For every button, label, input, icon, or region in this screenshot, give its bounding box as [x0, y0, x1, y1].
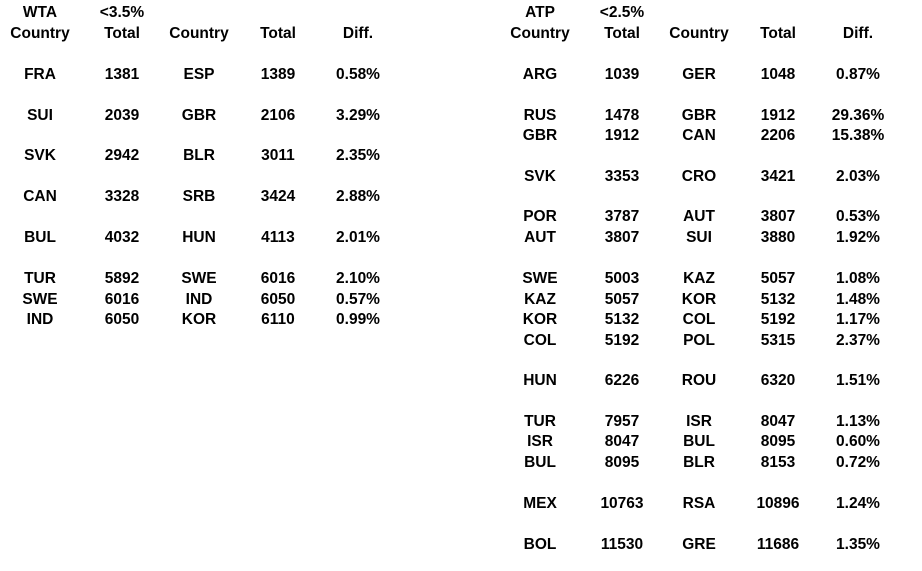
- atp-row-country-a-cell: BOL: [523, 536, 557, 553]
- atp-row-total-b-cell: 8095: [760, 433, 796, 450]
- atp-row-diff-cell: 1.08%: [836, 270, 880, 287]
- atp-row-total-b-cell: 5057: [760, 270, 796, 287]
- atp-row-country-b-cell: BLR: [683, 454, 715, 471]
- wta-row-country-a-cell: BUL: [24, 229, 56, 246]
- atp-row-diff-cell: 0.72%: [836, 454, 880, 471]
- atp-row-diff-cell: 1.35%: [836, 536, 880, 553]
- atp-threshold-label: <2.5%: [599, 4, 645, 21]
- atp-row-total-b-cell: 5132: [760, 291, 796, 308]
- atp-row-country-a-cell: GBR: [522, 127, 558, 144]
- atp-row-total-a-cell: 3787: [604, 208, 640, 225]
- wta-row-diff-cell: 0.58%: [336, 66, 380, 83]
- wta-header-country-a: Country: [10, 25, 70, 42]
- wta-row-country-b-cell: KOR: [181, 311, 217, 328]
- atp-row-country-a-cell: ARG: [522, 66, 558, 83]
- atp-row-total-a-cell: 11530: [600, 536, 644, 553]
- atp-row-country-b-cell: ROU: [681, 372, 717, 389]
- wta-row-total-b-cell: 2106: [260, 107, 296, 124]
- atp-row-country-b-cell: CAN: [682, 127, 716, 144]
- wta-row-country-b-cell: HUN: [182, 229, 216, 246]
- wta-row-country-b-cell: BLR: [183, 147, 215, 164]
- atp-row-diff-cell: 1.17%: [836, 311, 880, 328]
- atp-row-country-a-cell: COL: [523, 332, 557, 349]
- atp-row-total-b-cell: 3807: [760, 208, 796, 225]
- wta-row-country-b-cell: SWE: [181, 270, 217, 287]
- atp-row-total-b-cell: 5192: [760, 311, 796, 328]
- wta-row-total-b-cell: 6016: [260, 270, 296, 287]
- wta-header-total-a: Total: [104, 25, 140, 42]
- wta-header-country-b: Country: [169, 25, 229, 42]
- atp-header-diff: Diff.: [842, 25, 874, 42]
- atp-row-diff-cell: 2.03%: [836, 168, 880, 185]
- wta-row-diff-cell: 2.88%: [336, 188, 380, 205]
- atp-row-country-b-cell: POL: [683, 332, 715, 349]
- atp-row-diff-cell: 15.38%: [831, 127, 885, 144]
- atp-row-diff-cell: 2.37%: [836, 332, 880, 349]
- wta-row-diff-cell: 2.10%: [336, 270, 380, 287]
- wta-row-country-b-cell: ESP: [183, 66, 215, 83]
- atp-row-total-a-cell: 5132: [604, 311, 640, 328]
- wta-row-country-b-cell: GBR: [181, 107, 217, 124]
- atp-row-country-a-cell: KAZ: [524, 291, 556, 308]
- wta-row-total-b-cell: 3424: [260, 188, 296, 205]
- atp-row-total-a-cell: 5057: [604, 291, 640, 308]
- wta-row-country-a-cell: CAN: [23, 188, 57, 205]
- atp-row-country-b-cell: KAZ: [683, 270, 715, 287]
- wta-row-total-a-cell: 1381: [104, 66, 140, 83]
- atp-row-country-a-cell: POR: [523, 208, 557, 225]
- atp-row-total-b-cell: 10896: [756, 495, 800, 512]
- atp-row-diff-cell: 1.92%: [836, 229, 880, 246]
- atp-row-country-b-cell: GRE: [682, 536, 716, 553]
- atp-row-total-b-cell: 11686: [756, 536, 800, 553]
- wta-row-country-a-cell: SVK: [24, 147, 56, 164]
- atp-row-country-b-cell: CRO: [681, 168, 717, 185]
- atp-row-country-b-cell: COL: [682, 311, 716, 328]
- wta-row-total-b-cell: 1389: [260, 66, 296, 83]
- atp-row-total-b-cell: 2206: [760, 127, 796, 144]
- wta-row-total-a-cell: 4032: [104, 229, 140, 246]
- wta-row-total-a-cell: 3328: [104, 188, 140, 205]
- atp-row-country-b-cell: ISR: [686, 413, 712, 430]
- atp-row-country-b-cell: GER: [682, 66, 716, 83]
- atp-header-country-b: Country: [669, 25, 729, 42]
- atp-row-total-a-cell: 3353: [604, 168, 640, 185]
- wta-row-country-b-cell: SRB: [182, 188, 216, 205]
- atp-header-country-a: Country: [510, 25, 570, 42]
- wta-row-country-a-cell: SUI: [27, 107, 53, 124]
- wta-row-country-a-cell: TUR: [24, 270, 56, 287]
- atp-row-total-a-cell: 5192: [604, 332, 640, 349]
- atp-row-country-a-cell: SWE: [522, 270, 558, 287]
- atp-header-total-a: Total: [604, 25, 640, 42]
- atp-row-diff-cell: 1.51%: [836, 372, 880, 389]
- atp-row-diff-cell: 0.53%: [836, 208, 880, 225]
- atp-row-total-b-cell: 1048: [760, 66, 796, 83]
- wta-row-total-a-cell: 2942: [104, 147, 140, 164]
- wta-row-diff-cell: 0.99%: [336, 311, 380, 328]
- wta-row-country-a-cell: IND: [26, 311, 54, 328]
- wta-row-total-a-cell: 5892: [104, 270, 140, 287]
- atp-row-diff-cell: 0.60%: [836, 433, 880, 450]
- atp-row-total-a-cell: 3807: [604, 229, 640, 246]
- wta-row-total-a-cell: 6016: [104, 291, 140, 308]
- wta-threshold-label: <3.5%: [99, 4, 145, 21]
- atp-row-diff-cell: 1.24%: [836, 495, 880, 512]
- atp-row-country-a-cell: MEX: [523, 495, 557, 512]
- atp-row-country-a-cell: SVK: [524, 168, 556, 185]
- atp-row-country-b-cell: AUT: [683, 208, 715, 225]
- atp-row-diff-cell: 1.48%: [836, 291, 880, 308]
- atp-row-country-a-cell: BUL: [524, 454, 556, 471]
- atp-row-diff-cell: 1.13%: [836, 413, 880, 430]
- atp-row-country-a-cell: ISR: [527, 433, 553, 450]
- wta-header-diff: Diff.: [342, 25, 374, 42]
- wta-row-total-a-cell: 6050: [104, 311, 140, 328]
- atp-row-country-b-cell: GBR: [681, 107, 717, 124]
- atp-row-total-b-cell: 8047: [760, 413, 796, 430]
- atp-row-total-b-cell: 3421: [760, 168, 796, 185]
- atp-row-country-a-cell: TUR: [524, 413, 556, 430]
- wta-row-total-b-cell: 3011: [261, 147, 295, 164]
- atp-row-total-a-cell: 10763: [600, 495, 644, 512]
- atp-row-total-b-cell: 1912: [760, 107, 796, 124]
- atp-row-total-a-cell: 7957: [604, 413, 640, 430]
- wta-row-country-a-cell: FRA: [24, 66, 56, 83]
- wta-row-total-b-cell: 6110: [261, 311, 295, 328]
- atp-row-total-b-cell: 6320: [760, 372, 796, 389]
- atp-row-total-a-cell: 5003: [604, 270, 640, 287]
- atp-row-total-a-cell: 8095: [604, 454, 640, 471]
- wta-row-country-a-cell: SWE: [22, 291, 58, 308]
- wta-row-diff-cell: 2.01%: [336, 229, 380, 246]
- atp-row-total-a-cell: 8047: [604, 433, 640, 450]
- wta-tour-label: WTA: [22, 4, 58, 21]
- atp-row-total-b-cell: 5315: [760, 332, 796, 349]
- atp-row-total-a-cell: 6226: [604, 372, 640, 389]
- atp-header-total-b: Total: [760, 25, 796, 42]
- wta-row-total-b-cell: 6050: [260, 291, 296, 308]
- wta-row-total-a-cell: 2039: [104, 107, 140, 124]
- wta-header-total-b: Total: [260, 25, 296, 42]
- atp-row-diff-cell: 0.87%: [836, 66, 880, 83]
- atp-row-country-b-cell: RSA: [682, 495, 716, 512]
- atp-row-country-b-cell: SUI: [686, 229, 712, 246]
- atp-row-country-a-cell: KOR: [522, 311, 558, 328]
- atp-row-country-b-cell: KOR: [681, 291, 717, 308]
- atp-row-total-b-cell: 3880: [760, 229, 796, 246]
- atp-row-country-a-cell: HUN: [523, 372, 557, 389]
- atp-tour-label: ATP: [525, 4, 555, 21]
- atp-row-diff-cell: 29.36%: [831, 107, 885, 124]
- wta-row-diff-cell: 3.29%: [336, 107, 380, 124]
- atp-row-total-a-cell: 1039: [604, 66, 640, 83]
- wta-row-diff-cell: 0.57%: [336, 291, 380, 308]
- atp-row-total-b-cell: 8153: [760, 454, 796, 471]
- wta-row-total-b-cell: 4113: [261, 229, 295, 246]
- atp-row-country-b-cell: BUL: [683, 433, 715, 450]
- wta-row-diff-cell: 2.35%: [336, 147, 380, 164]
- atp-row-country-a-cell: AUT: [524, 229, 556, 246]
- wta-row-country-b-cell: IND: [185, 291, 213, 308]
- atp-row-total-a-cell: 1912: [604, 127, 640, 144]
- atp-row-total-a-cell: 1478: [604, 107, 640, 124]
- atp-row-country-a-cell: RUS: [523, 107, 557, 124]
